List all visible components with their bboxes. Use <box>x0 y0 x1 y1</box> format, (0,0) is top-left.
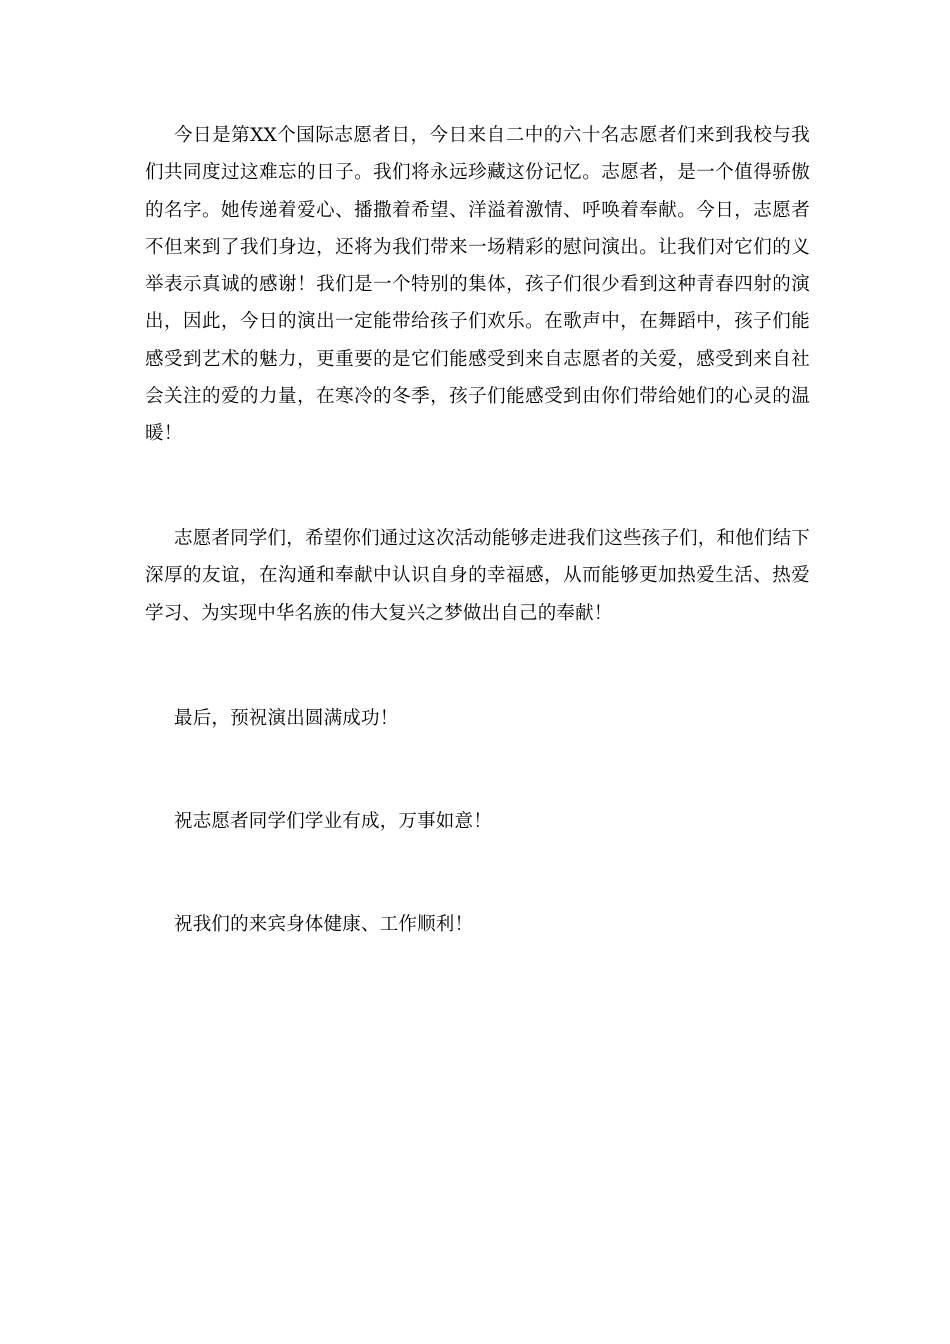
paragraph-hope: 志愿者同学们，希望你们通过这次活动能够走进我们这些孩子们，和他们结下深厚的友谊，在沟通和奉献中认识自身的幸福感，从而能够更加热爱生活、热爱学习、为实现中华名族的伟大复兴之梦做出自己的奉献！ <box>145 528 810 624</box>
paragraph-wish-volunteers: 祝志愿者同学们学业有成，万事如意！ <box>174 811 492 832</box>
paragraph-welcome: 今日是第XX个国际志愿者日，今日来自二中的六十名志愿者们来到我校与我们共同度过这难忘的日子。我们将永远珍藏这份记忆。志愿者，是一个值得骄傲的名字。她传递着爱心、播撒着希望、洋溢着激情、呼唤着奉献。今日，志愿者不但来到了我们身边，还将为我们带来一场精彩的慰问演出。让我们对它们的义举表示真诚的感谢！我们是一个特别的集体，孩子们很少看到这种青春四射的演出，因此，今日的演出一定能带给孩子们欢乐。在歌声中，在舞蹈中，孩子们能感受到艺术的魅力，更重要的是它们能感受到来自志愿者的关爱，感受到来自社会关注的爱的力量，在寒冷的冬季，孩子们能感受到由你们带给她们的心灵的温暖！ <box>145 125 810 445</box>
paragraph-wish-guests: 祝我们的来宾身体健康、工作顺利！ <box>174 914 474 935</box>
paragraph-wish-success: 最后，预祝演出圆满成功！ <box>174 708 399 729</box>
